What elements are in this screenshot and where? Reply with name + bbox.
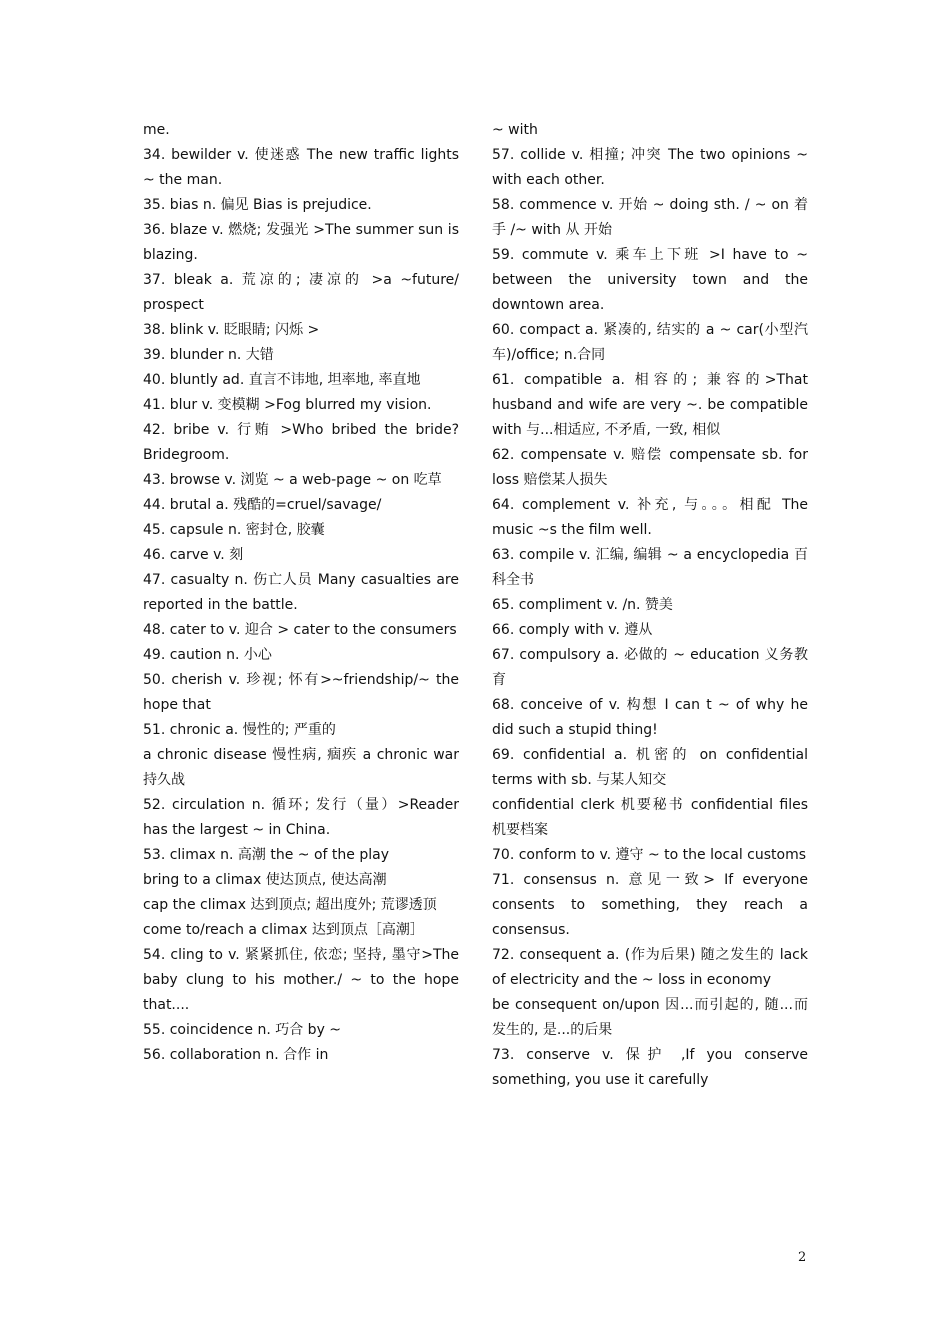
entry: 45. capsule n. 密封仓, 胶囊: [143, 522, 325, 538]
entry: 60. compact a. 紧凑的, 结实的 a ~ car(小型汽车)/office; n.合同: [492, 322, 808, 363]
entry: cap the climax 达到顶点; 超出度外; 荒谬透顶: [143, 897, 437, 913]
entry: 41. blur v. 变模糊 >Fog blurred my vision.: [143, 397, 432, 413]
left-column: [143, 118, 459, 1068]
entry: 65. compliment v. /n. 赞美: [492, 597, 673, 613]
entry: 42. bribe v. 行贿 >Who bribed the bride? Bridegroom.: [143, 422, 459, 463]
entry: 44. brutal a. 残酷的=cruel/savage/: [143, 497, 382, 513]
entry: 51. chronic a. 慢性的; 严重的: [143, 722, 336, 738]
entry: 61. compatible a. 相容的; 兼容的>That husband and wife are very ~. be compatible with 与...相适应, 不矛盾, 一致, 相似: [492, 372, 808, 438]
entry: 49. caution n. 小心: [143, 647, 272, 663]
entry: ~ with: [492, 122, 538, 138]
entry: 53. climax n. 高潮 the ~ of the play: [143, 847, 389, 863]
entry: 54. cling to v. 紧紧抓住, 依恋; 坚持, 墨守>The baby clung to his mother./ ~ to the hope that....: [143, 947, 459, 1013]
right-column: [492, 118, 808, 1093]
entry: 35. bias n. 偏见 Bias is prejudice.: [143, 197, 372, 213]
entry: 66. comply with v. 遵从: [492, 622, 653, 638]
entry: come to/reach a climax 达到顶点［高潮］: [143, 922, 424, 938]
entry: 72. consequent a. (作为后果) 随之发生的 lack of electricity and the ~ loss in economy: [492, 947, 808, 988]
entry: 50. cherish v. 珍视; 怀有>~friendship/~ the hope that: [143, 672, 459, 713]
entry: 71. consensus n. 意见一致> If everyone consents to something, they reach a consensus.: [492, 872, 808, 938]
entry: 37. bleak a. 荒凉的; 凄凉的 >a ~future/ prospect: [143, 272, 459, 313]
entry: 59. commute v. 乘车上下班 >I have to ~ between the university town and the downtown area.: [492, 247, 808, 313]
entry: 55. coincidence n. 巧合 by ~: [143, 1022, 342, 1038]
entry: 34. bewilder v. 使迷惑 The new traffic lights ~ the man.: [143, 147, 459, 188]
entry: 68. conceive of v. 构想 I can t ~ of why he did such a stupid thing!: [492, 697, 808, 738]
entry: confidential clerk 机要秘书 confidential files 机要档案: [492, 797, 808, 838]
entry: 57. collide v. 相撞; 冲突 The two opinions ~ with each other.: [492, 147, 808, 188]
entry: 39. blunder n. 大错: [143, 347, 274, 363]
entry: 64. complement v. 补充, 与。。。相配 The music ~s the film well.: [492, 497, 808, 538]
entry: 67. compulsory a. 必做的 ~ education 义务教育: [492, 647, 808, 688]
entry: 69. confidential a. 机密的 on confidential terms with sb. 与某人知交: [492, 747, 808, 788]
entry: 63. compile v. 汇编, 编辑 ~ a encyclopedia 百科全书: [492, 547, 808, 588]
entry: 73. conserve v. 保护 ,If you conserve something, you use it carefully: [492, 1047, 808, 1088]
entry: 47. casualty n. 伤亡人员 Many casualties are reported in the battle.: [143, 572, 459, 613]
entry: 46. carve v. 刻: [143, 547, 244, 563]
entry: 40. bluntly ad. 直言不讳地, 坦率地, 率直地: [143, 372, 421, 388]
entry: 62. compensate v. 赔偿 compensate sb. for loss 赔偿某人损失: [492, 447, 808, 488]
entry: 70. conform to v. 遵守 ~ to the local customs: [492, 847, 807, 863]
entry: be consequent on/upon 因...而引起的, 随...而发生的, 是...的后果: [492, 997, 808, 1038]
entry: a chronic disease 慢性病, 痼疾 a chronic war 持久战: [143, 747, 459, 788]
entry: 38. blink v. 眨眼睛; 闪烁 >: [143, 322, 320, 338]
entry: bring to a climax 使达顶点, 使达高潮: [143, 872, 387, 888]
entry: 56. collaboration n. 合作 in: [143, 1047, 329, 1063]
entry: 58. commence v. 开始 ~ doing sth. / ~ on 着手 /~ with 从 开始: [492, 197, 808, 238]
entry: me.: [143, 122, 170, 138]
page-number: 2: [798, 1250, 807, 1265]
entry: 52. circulation n. 循环; 发行（量）>Reader has the largest ~ in China.: [143, 797, 459, 838]
entry: 36. blaze v. 燃烧; 发强光 >The summer sun is blazing.: [143, 222, 459, 263]
entry: 48. cater to v. 迎合 > cater to the consumers: [143, 622, 457, 638]
entry: 43. browse v. 浏览 ~ a web-page ~ on 吃草: [143, 472, 442, 488]
